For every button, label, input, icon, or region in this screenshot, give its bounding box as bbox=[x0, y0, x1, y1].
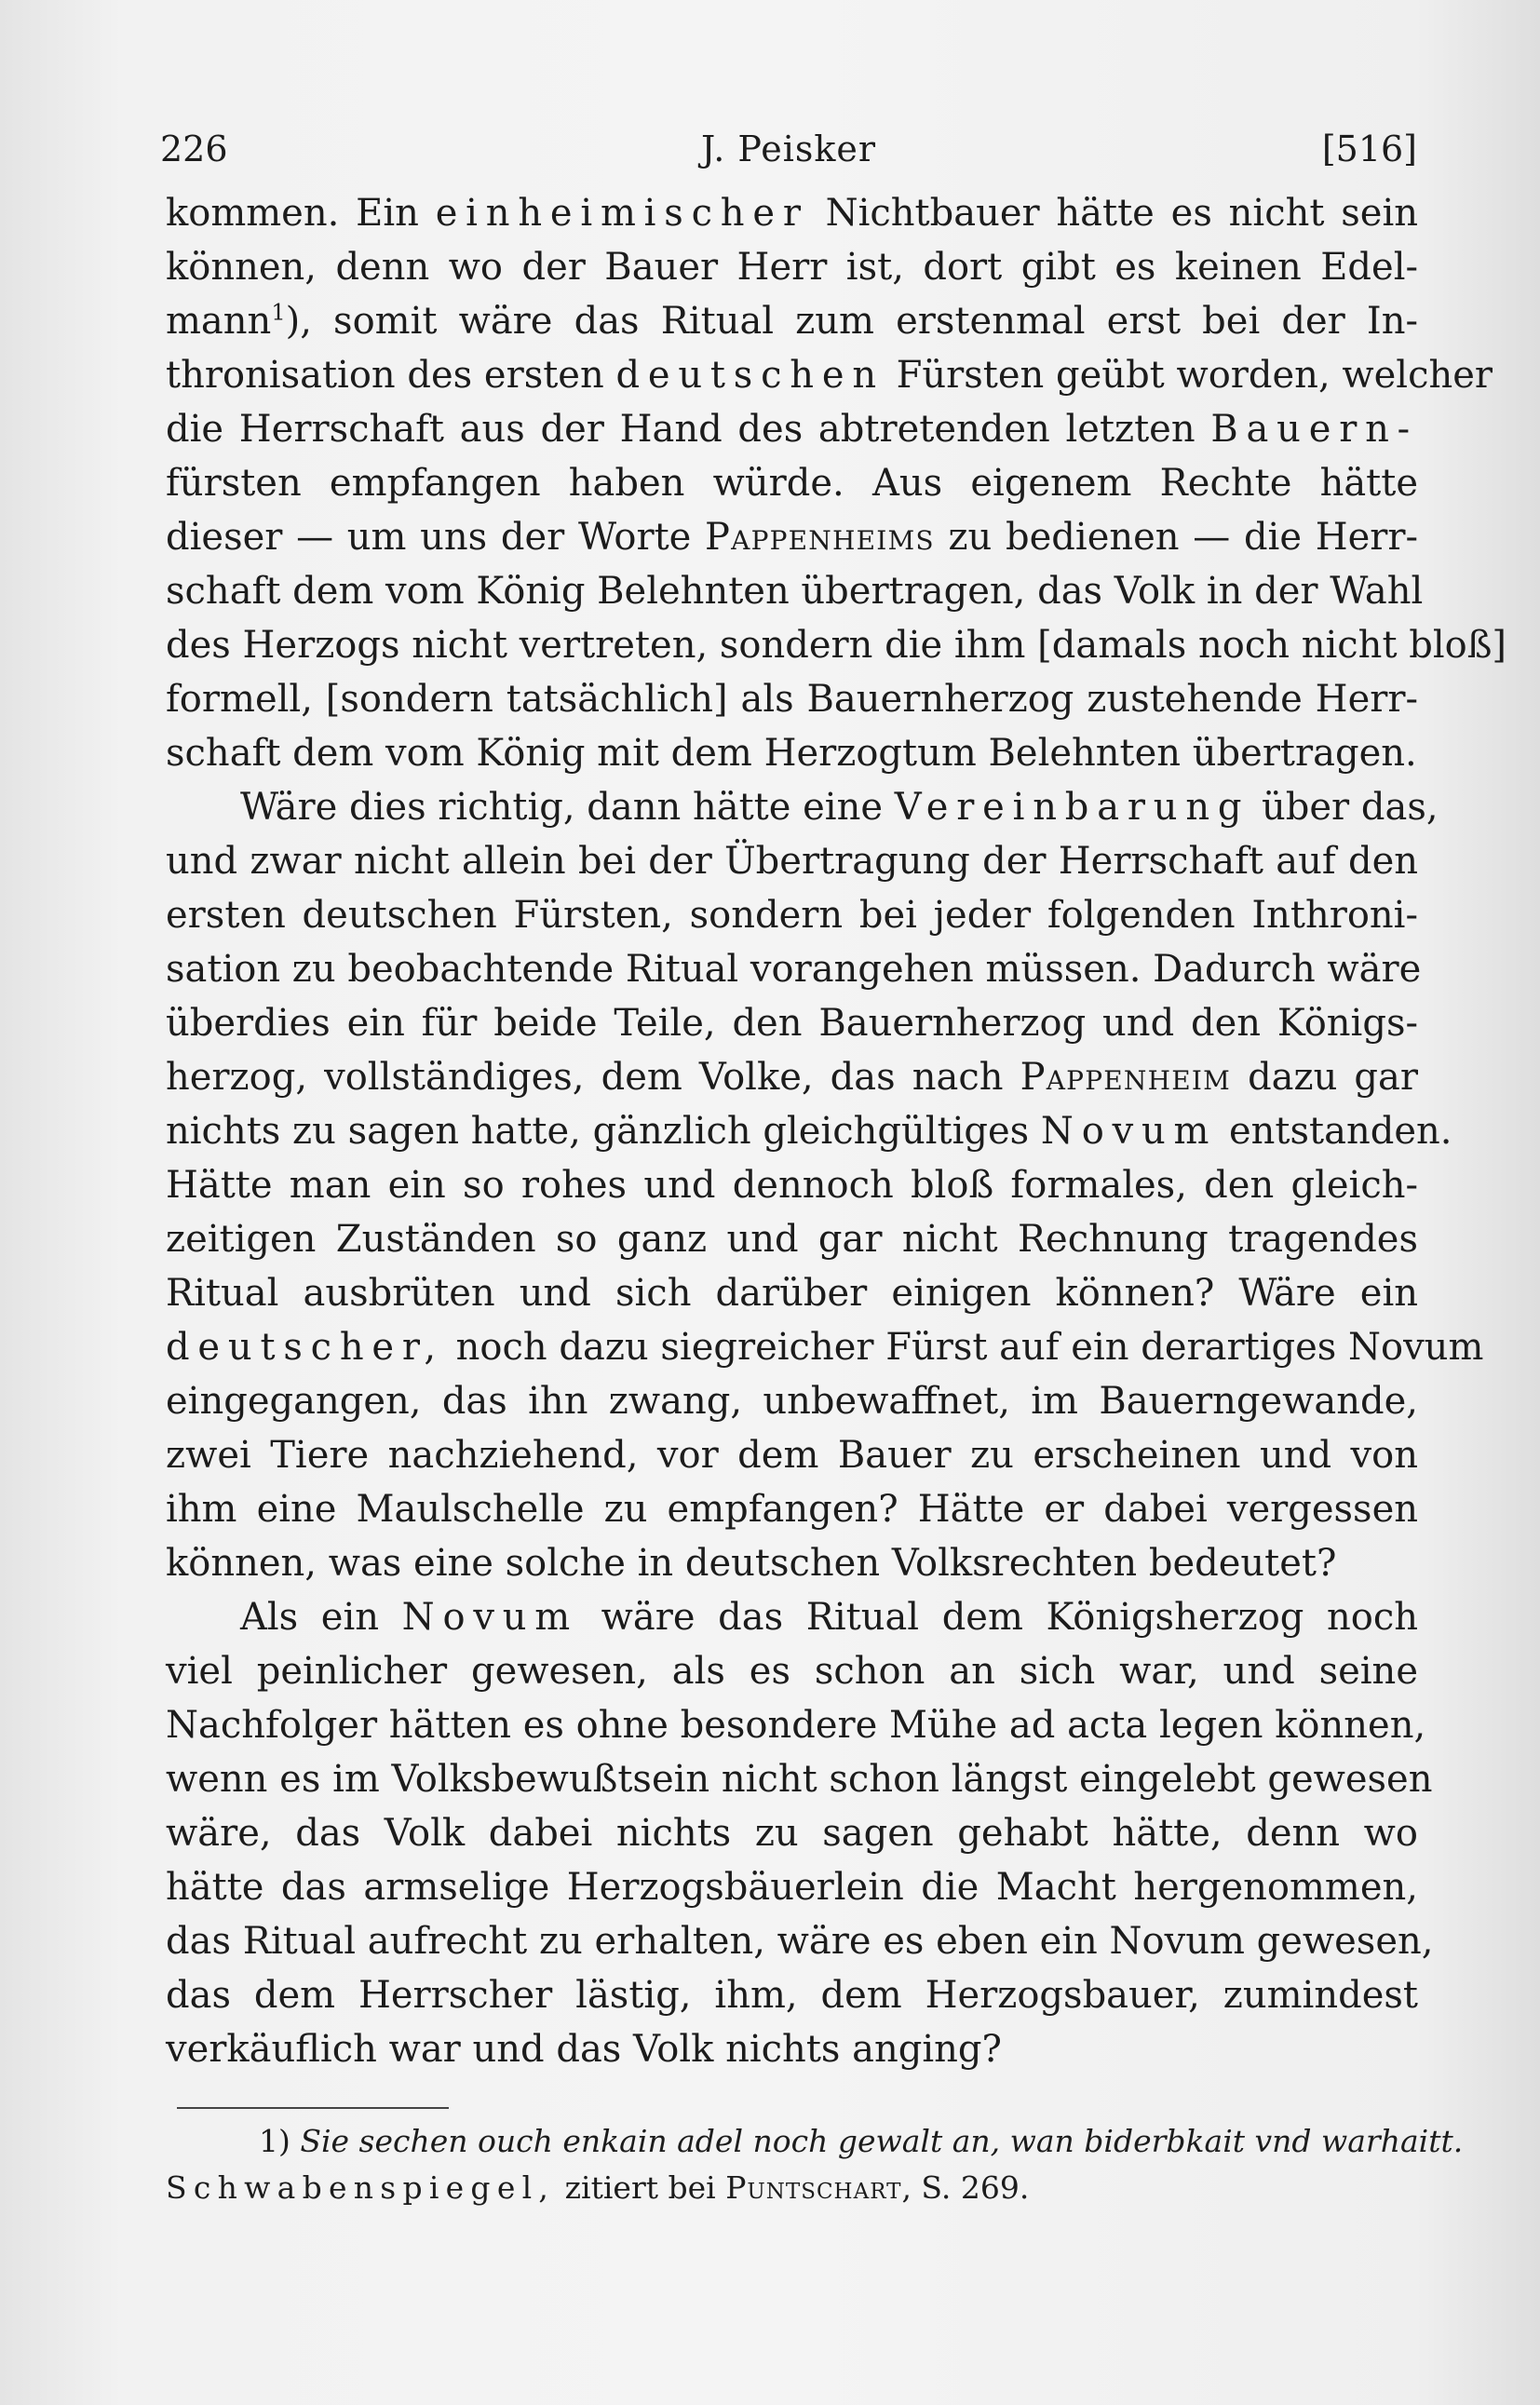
main-text bbox=[166, 186, 1507, 2076]
text-line: schaft dem vom König Belehnten übertragen, das Volk in der Wahl bbox=[166, 570, 1424, 613]
footnote-source-title: Schwabenspiegel, bbox=[166, 2169, 556, 2206]
text-line: Nachfolger hätten es ohne besondere Mühe ad acta legen können, bbox=[166, 1704, 1426, 1747]
footnote-rule bbox=[177, 2107, 449, 2109]
text-line: deutscher, noch dazu siegreicher Fürst auf ein derartiges Novum bbox=[166, 1326, 1484, 1369]
text-line: formell, [sondern tatsächlich] als Bauernherzog zustehende Herr- bbox=[166, 678, 1418, 721]
text-line: ihm eine Maulschelle zu empfangen? Hätte er dabei vergessen bbox=[166, 1488, 1418, 1531]
text-line: wäre, das Volk dabei nichts zu sagen gehabt hätte, denn wo bbox=[166, 1812, 1418, 1855]
text-line: können, denn wo der Bauer Herr ist, dort gibt es keinen Edel- bbox=[166, 246, 1418, 289]
page-number: 226 bbox=[160, 128, 228, 169]
footnote-line: Schwabenspiegel, zitiert bei Puntschart, S. 269. bbox=[166, 2169, 1030, 2206]
text-line: thronisation des ersten deutschen Fürsten geübt worden, welcher bbox=[166, 354, 1493, 397]
text-line: das Ritual aufrecht zu erhalten, wäre es eben ein Novum gewesen, bbox=[166, 1920, 1434, 1963]
text-line: wenn es im Volksbewußtsein nicht schon längst eingelebt gewesen bbox=[166, 1758, 1433, 1801]
running-head: J. Peisker bbox=[700, 128, 877, 169]
text-line: können, was eine solche in deutschen Volksrechten bedeutet? bbox=[166, 1542, 1337, 1585]
text-line: ersten deutschen Fürsten, sondern bei jeder folgenden Inthroni- bbox=[166, 894, 1418, 937]
text-line: viel peinlicher gewesen, als es schon an sich war, und seine bbox=[166, 1650, 1418, 1693]
text-line: verkäuflich war und das Volk nichts anging? bbox=[166, 2028, 1002, 2071]
footnotes bbox=[166, 2118, 1464, 2211]
text-line: herzog, vollständiges, dem Volke, das nach Pappenheim dazu gar bbox=[166, 1056, 1419, 1099]
page-header bbox=[160, 116, 1417, 182]
text-line: zeitigen Zuständen so ganz und gar nicht Rechnung tragendes bbox=[166, 1218, 1418, 1261]
text-line: Hätte man ein so rohes und dennoch bloß formales, den gleich- bbox=[166, 1164, 1418, 1207]
text-line: Ritual ausbrüten und sich darüber einigen können? Wäre ein bbox=[166, 1272, 1418, 1315]
text-line: und zwar nicht allein bei der Übertragung der Herrschaft auf den bbox=[166, 840, 1418, 883]
text-line: fürsten empfangen haben würde. Aus eigenem Rechte hätte bbox=[166, 462, 1418, 505]
text-line: überdies ein für beide Teile, den Bauernherzog und den Königs- bbox=[166, 1002, 1418, 1045]
original-page-number: [516] bbox=[1321, 128, 1417, 169]
footnote-marker: 1) bbox=[259, 2123, 290, 2159]
text-line: Als ein Novum wäre das Ritual dem Königsherzog noch bbox=[240, 1596, 1419, 1639]
text-line: dieser — um uns der Worte Pappenheims zu bedienen — die Herr- bbox=[166, 516, 1419, 559]
footnote-line bbox=[166, 2118, 1464, 2165]
text-line: nichts zu sagen hatte, gänzlich gleichgültiges Novum entstanden. bbox=[166, 1110, 1452, 1153]
text-line: zwei Tiere nachziehend, vor dem Bauer zu erscheinen und von bbox=[166, 1434, 1418, 1477]
text-line: kommen. Ein einheimischer Nichtbauer hätte es nicht sein bbox=[166, 192, 1419, 235]
text-line: sation zu beobachtende Ritual vorangehen müssen. Dadurch wäre bbox=[166, 948, 1422, 991]
text-line: mann$^1$), somit wäre das Ritual zum erstenmal erst bei der In- bbox=[166, 299, 1418, 343]
footnote-reference: 1 bbox=[271, 299, 286, 326]
text-line: Wäre dies richtig, dann hätte eine Vereinbarung über das, bbox=[240, 786, 1439, 829]
text-line: eingegangen, das ihn zwang, unbewaffnet, im Bauerngewande, bbox=[166, 1380, 1418, 1423]
text-line: schaft dem vom König mit dem Herzogtum Belehnten übertragen. bbox=[166, 732, 1417, 775]
text-line: das dem Herrscher lästig, ihm, dem Herzogsbauer, zumindest bbox=[166, 1974, 1418, 2017]
text-line: hätte das armselige Herzogsbäuerlein die Macht hergenommen, bbox=[166, 1866, 1418, 1909]
footnote-author: Puntschart bbox=[725, 2169, 902, 2206]
text-line: des Herzogs nicht vertreten, sondern die ihm [damals noch nicht bloß] bbox=[166, 624, 1507, 667]
text-line: die Herrschaft aus der Hand des abtretenden letzten Bauern- bbox=[166, 408, 1418, 451]
footnote-quote: Sie sechen ouch enkain adel noch gewalt an, wan biderbkait vnd warhaitt. bbox=[300, 2123, 1464, 2159]
